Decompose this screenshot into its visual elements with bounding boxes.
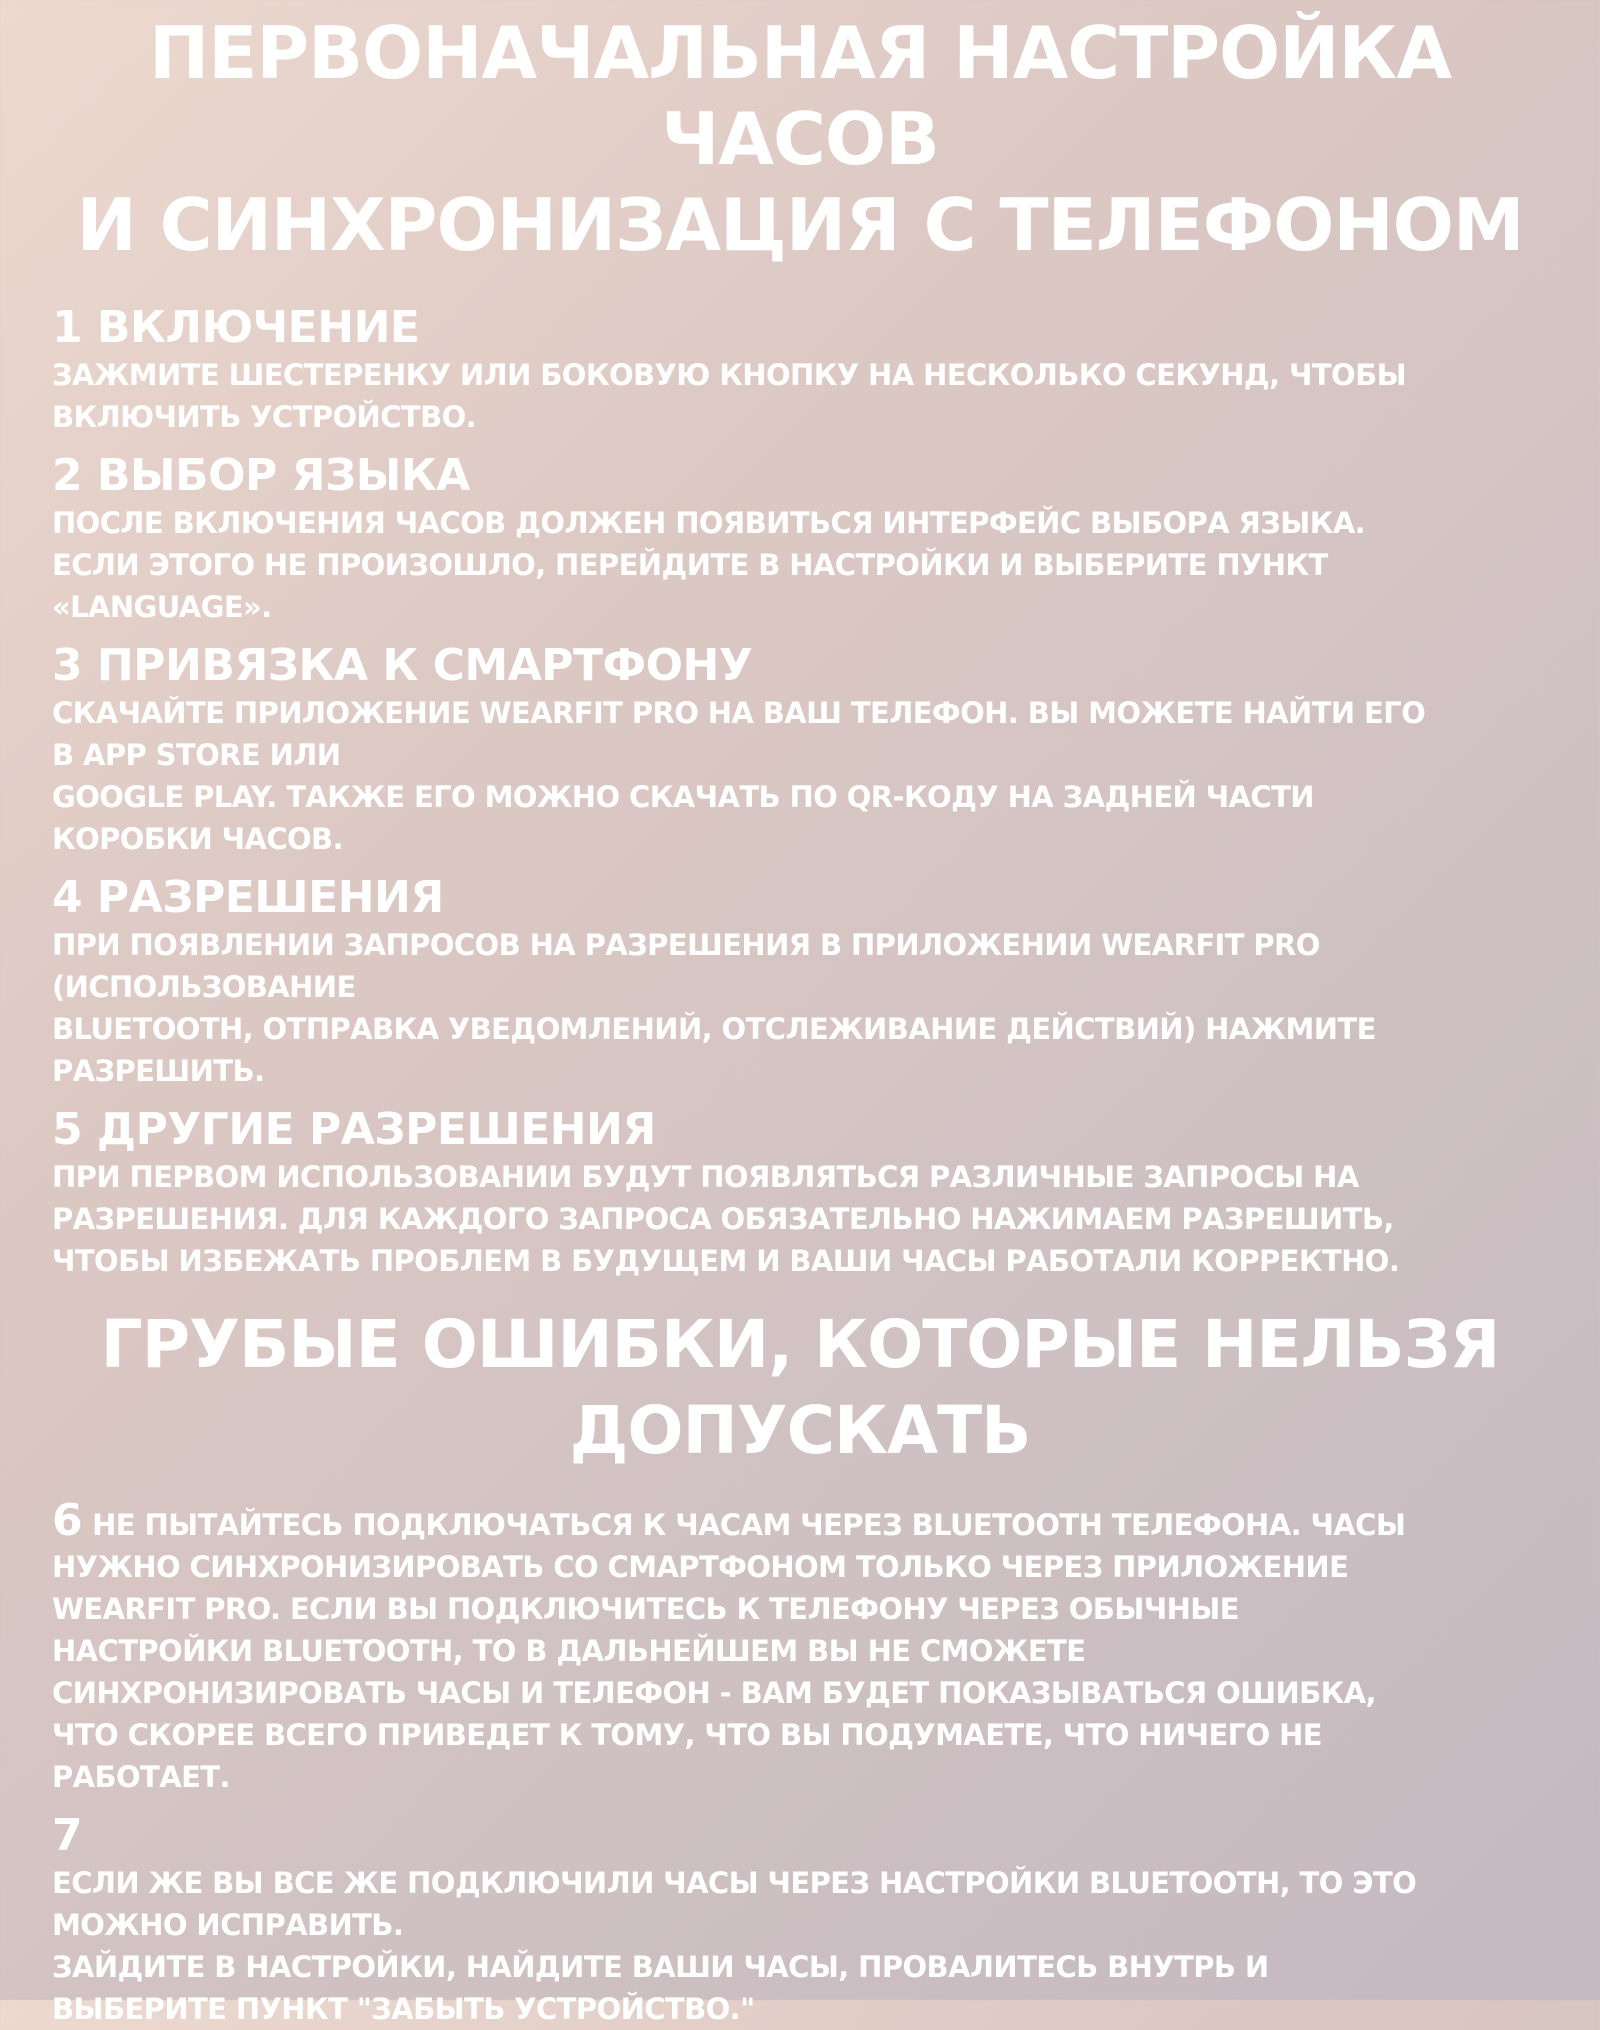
mistake-text: НЕ ПЫТАЙТЕСЬ ПОДКЛЮЧАТЬСЯ К ЧАСАМ ЧЕРЕЗ BLUETOOTH ТЕЛЕФОНА. ЧАСЫ НУЖНО СИНХРОНИЗИРОВАТЬ СО СМАРТФОНОМ ТОЛЬКО ЧЕРЕЗ ПРИЛОЖЕНИЕ WEARFIT PRO. ЕСЛИ ВЫ ПОДКЛЮЧИТЕСЬ К ТЕЛЕФОНУ ЧЕРЕЗ ОБЫЧНЫЕ НАСТРОЙКИ BLUETOOTH, ТО В ДАЛЬНЕЙШЕМ ВЫ НЕ СМОЖЕТЕ СИНХРОНИЗИРОВАТЬ ЧАСЫ И ТЕЛЕФОН - ВАМ БУДЕТ ПОКАЗЫВАТЬСЯ ОШИБКА, ЧТО СКОРЕЕ ВСЕГО ПРИВЕДЕТ К ТОМУ, ЧТО ВЫ ПОДУМАЕТЕ, ЧТО НИЧЕГО НЕ РАБОТАЕТ. (52, 1508, 1406, 1794)
step-text: ПОСЛЕ ВКЛЮЧЕНИЯ ЧАСОВ ДОЛЖЕН ПОЯВИТЬСЯ ИНТЕРФЕЙС ВЫБОРА ЯЗЫКА. ЕСЛИ ЭТОГО НЕ ПРОИЗОШЛО, ПЕРЕЙДИТЕ В НАСТРОЙКИ И ВЫБЕРИТЕ ПУНКТ «LANGUAGE». (52, 506, 1366, 624)
page-title: ПЕРВОНАЧАЛЬНАЯ НАСТРОЙКА ЧАСОВ И СИНХРОНИЗАЦИЯ С ТЕЛЕФОНОМ (76, 11, 1524, 267)
mistake-fix-forget-device (52, 1810, 1560, 2030)
step-heading: 4 РАЗРЕШЕНИЯ (52, 872, 444, 923)
step-heading: 2 ВЫБОР ЯЗЫКА (52, 450, 470, 501)
step-text: ПРИ ПЕРВОМ ИСПОЛЬЗОВАНИИ БУДУТ ПОЯВЛЯТЬСЯ РАЗЛИЧНЫЕ ЗАПРОСЫ НА РАЗРЕШЕНИЯ. ДЛЯ КАЖДОГО ЗАПРОСА ОБЯЗАТЕЛЬНО НАЖИМАЕМ РАЗРЕШИТЬ, ЧТОБЫ ИЗБЕЖАТЬ ПРОБЛЕМ В БУДУЩЕМ И ВАШИ ЧАСЫ РАБОТАЛИ КОРРЕКТНО. (52, 1160, 1400, 1278)
mistake-text: ЕСЛИ ЖЕ ВЫ ВСЕ ЖЕ ПОДКЛЮЧИЛИ ЧАСЫ ЧЕРЕЗ НАСТРОЙКИ BLUETOOTH, ТО ЭТО МОЖНО ИСПРАВИТЬ. ЗАЙДИТЕ В НАСТРОЙКИ, НАЙДИТЕ ВАШИ ЧАСЫ, ПРОВАЛИТЕСЬ ВНУТРЬ И ВЫБЕРИТЕ ПУНКТ "ЗАБЫТЬ УСТРОЙСТВО." (52, 1866, 1417, 2026)
mistake-number: 6 (52, 1495, 83, 1546)
step-phone-pairing (52, 640, 1560, 860)
step-text: ПРИ ПОЯВЛЕНИИ ЗАПРОСОВ НА РАЗРЕШЕНИЯ В ПРИЛОЖЕНИИ WEARFIT PRO (ИСПОЛЬЗОВАНИЕ BLUETOOTH, ОТПРАВКА УВЕДОМЛЕНИЙ, ОТСЛЕЖИВАНИЕ ДЕЙСТВИЙ) НАЖМИТЕ РАЗРЕШИТЬ. (52, 928, 1376, 1088)
setup-steps (52, 302, 1560, 1282)
step-text: ЗАЖМИТЕ ШЕСТЕРЕНКУ ИЛИ БОКОВУЮ КНОПКУ НА НЕСКОЛЬКО СЕКУНД, ЧТОБЫ ВКЛЮЧИТЬ УСТРОЙСТВО. (52, 358, 1407, 434)
step-text: СКАЧАЙТЕ ПРИЛОЖЕНИЕ WEARFIT PRO НА ВАШ ТЕЛЕФОН. ВЫ МОЖЕТЕ НАЙТИ ЕГО В APP STORE ИЛИ GOOGLE PLAY. ТАКЖЕ ЕГО МОЖНО СКАЧАТЬ ПО QR-КОДУ НА ЗАДНЕЙ ЧАСТИ КОРОБКИ ЧАСОВ. (52, 696, 1426, 856)
mistakes-title: ГРУБЫЕ ОШИБКИ, КОТОРЫЕ НЕЛЬЗЯ ДОПУСКАТЬ (100, 1306, 1500, 1469)
step-language (52, 450, 1560, 628)
mistake-bluetooth-pairing (52, 1495, 1560, 1798)
step-heading: 5 ДРУГИЕ РАЗРЕШЕНИЯ (52, 1104, 656, 1155)
step-power-on (52, 302, 1560, 438)
mistake-number: 7 (52, 1810, 83, 1861)
step-heading: 3 ПРИВЯЗКА К СМАРТФОНУ (52, 640, 753, 691)
step-other-permissions (52, 1104, 1560, 1282)
step-heading: 1 ВКЛЮЧЕНИЕ (52, 302, 420, 353)
step-permissions (52, 872, 1560, 1092)
mistakes-list (52, 1495, 1560, 2030)
